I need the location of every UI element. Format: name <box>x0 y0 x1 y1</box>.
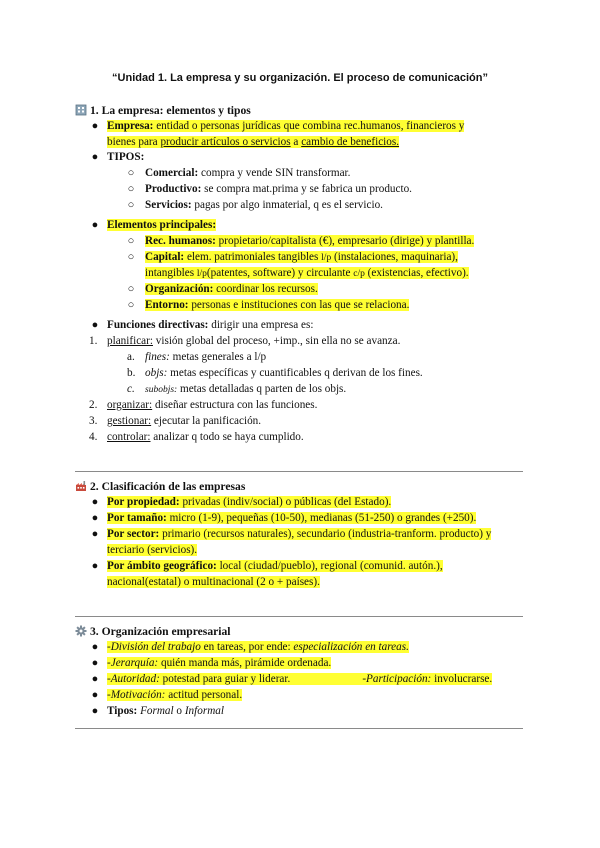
funciones-label: Funciones directivas: <box>107 319 209 331</box>
ambito-text-1: local (ciudad/pueblo), regional (comunid. autón.), <box>216 560 443 572</box>
bullet: ● <box>91 560 99 572</box>
organizacion-item <box>145 282 318 297</box>
clasif-text: privadas (indiv/social) o públicas (del Estado). <box>179 496 392 508</box>
circle-bullet: ○ <box>127 283 135 295</box>
sub-label: fines: <box>145 351 170 363</box>
funcion-label: controlar: <box>107 431 151 443</box>
tipo-item <box>145 182 412 197</box>
funcion-label: organizar: <box>107 399 153 411</box>
sub-text: metas específicas y cuantificables q derivan de los fines. <box>167 367 423 379</box>
capital-item-line-2 <box>145 266 469 282</box>
jerarquia-label: -Jerarquía: <box>107 657 159 669</box>
factory-icon <box>75 480 87 492</box>
tipo-text: compra y vende SIN transformar. <box>198 167 351 179</box>
section-2-heading <box>75 479 245 494</box>
tipo-informal: Informal <box>184 705 224 717</box>
jerarquia-item <box>107 656 331 671</box>
list-number: 2. <box>89 399 98 411</box>
rec-humanos-item <box>145 234 474 249</box>
sub-label: subobjs: <box>145 385 178 395</box>
empresa-text-2c: a <box>290 136 302 148</box>
ambito-text-2: nacional(estatal) o multinacional (2 o + países). <box>107 576 320 588</box>
sub-item <box>145 350 266 365</box>
ambito-item <box>107 559 527 575</box>
capital-text-1b: (instalaciones, maquinaria), <box>331 251 458 263</box>
gear-icon <box>75 625 87 637</box>
funcion-text: diseñar estructura con las funciones. <box>152 399 318 411</box>
horizontal-rule <box>75 471 523 472</box>
sub-text: metas detalladas q parten de los objs. <box>177 383 347 395</box>
bullet: ● <box>91 120 99 132</box>
horizontal-rule <box>75 728 523 729</box>
sector-text-1: primario (recursos naturales), secundario (industria-tranform. producto) y <box>159 528 492 540</box>
elementos-label <box>107 218 216 233</box>
building-icon <box>75 104 87 116</box>
clasificacion-item <box>107 495 391 510</box>
org-label: Organización: <box>145 283 214 295</box>
tipo-label: Comercial: <box>145 167 199 179</box>
division-italic: especialización en tareas. <box>293 641 409 653</box>
sector-item-line-2 <box>107 543 197 558</box>
funcion-label: planificar: <box>107 335 153 347</box>
sub-text: metas generales a l/p <box>169 351 267 363</box>
empresa-label: Empresa: <box>107 120 154 132</box>
capital-text-2c: (existencias, efectivo). <box>364 267 469 279</box>
rec-label: Rec. humanos: <box>145 235 216 247</box>
circle-bullet: ○ <box>127 199 135 211</box>
circle-bullet: ○ <box>127 251 135 263</box>
list-number: 3. <box>89 415 98 427</box>
bullet: ● <box>91 219 99 231</box>
horizontal-rule <box>75 616 523 617</box>
tipos-org-label: Tipos: <box>107 705 138 717</box>
entorno-item <box>145 298 409 313</box>
autoridad-text: potestad para guiar y liderar. <box>159 673 291 685</box>
empresa-text-2d: cambio de beneficios. <box>301 136 400 148</box>
funciones-item <box>107 318 313 333</box>
ambito-item-line-2 <box>107 575 320 590</box>
sub-item <box>145 366 423 381</box>
bullet: ● <box>91 512 99 524</box>
capital-text-2a: intangibles <box>145 267 197 279</box>
sub-label: objs: <box>145 367 168 379</box>
jerarquia-text: quién manda más, pirámide ordenada. <box>158 657 332 669</box>
list-letter: c. <box>127 383 135 395</box>
motivacion-item <box>107 688 242 703</box>
section-3-title: 3. Organización empresarial <box>90 625 231 638</box>
clasificacion-item <box>107 511 476 526</box>
list-letter: a. <box>127 351 135 363</box>
org-text: coordinar los recursos. <box>213 283 318 295</box>
participacion-label: -Participación: <box>362 673 432 685</box>
tipo-item <box>145 166 350 181</box>
section-1-title: 1. La empresa: elementos y tipos <box>90 104 251 117</box>
circle-bullet: ○ <box>127 235 135 247</box>
sub-item <box>145 382 346 398</box>
clasif-label: Por tamaño: <box>107 512 167 524</box>
circle-bullet: ○ <box>127 183 135 195</box>
circle-bullet: ○ <box>127 299 135 311</box>
empresa-definition-line-2 <box>107 135 399 150</box>
division-label: -División del trabajo <box>107 641 201 653</box>
bullet: ● <box>91 657 99 669</box>
section-3-heading <box>75 624 231 639</box>
funcion-item <box>107 334 400 349</box>
funcion-item <box>107 414 261 429</box>
funcion-item <box>107 430 304 445</box>
entorno-label: Entorno: <box>145 299 189 311</box>
section-1-heading <box>75 103 251 118</box>
funcion-text: ejecutar la panificación. <box>151 415 262 427</box>
motivacion-label: -Motivación: <box>107 689 166 701</box>
bullet: ● <box>91 673 99 685</box>
autoridad-item <box>107 672 492 687</box>
capital-lp: l/p <box>321 253 332 263</box>
sector-label: Por sector: <box>107 528 160 540</box>
bullet: ● <box>91 151 99 163</box>
funcion-item <box>107 398 317 413</box>
capital-text-2b: (patentes, software) y circulante <box>206 267 354 279</box>
funcion-label: gestionar: <box>107 415 152 427</box>
clasif-label: Por propiedad: <box>107 496 180 508</box>
empresa-text-1: entidad o personas jurídicas que combina rec.humanos, financieros y <box>153 120 465 132</box>
funciones-text: dirigir una empresa es: <box>208 319 314 331</box>
circle-bullet: ○ <box>127 167 135 179</box>
division-text: en tareas, por ende: <box>200 641 294 653</box>
capital-text-1: elem. patrimoniales tangibles <box>184 251 322 263</box>
sector-text-2: terciario (servicios). <box>107 544 198 556</box>
rec-text: propietario/capitalista (€), empresario (dirige) y plantilla. <box>215 235 475 247</box>
capital-item <box>145 250 527 267</box>
bullet: ● <box>91 528 99 540</box>
tipo-formal: Formal <box>140 705 174 717</box>
sector-item <box>107 527 527 543</box>
empresa-text-2a: bienes para <box>107 136 161 148</box>
list-letter: b. <box>127 367 136 379</box>
tipo-item <box>145 198 383 213</box>
tipo-label: Servicios: <box>145 199 192 211</box>
empresa-text-2b: producir artículos o servicios <box>160 136 291 148</box>
motivacion-text: actitud personal. <box>165 689 243 701</box>
bullet: ● <box>91 705 99 717</box>
ambito-label: Por ámbito geográfico: <box>107 560 217 572</box>
capital-label: Capital: <box>145 251 185 263</box>
clasif-text: micro (1-9), pequeñas (10-50), medianas (51-250) o grandes (+250). <box>166 512 477 524</box>
tipos-org-item <box>107 704 224 719</box>
tipos-label: TIPOS: <box>107 151 145 163</box>
list-number: 4. <box>89 431 98 443</box>
section-2-title: 2. Clasificación de las empresas <box>90 480 246 493</box>
bullet: ● <box>91 689 99 701</box>
funcion-text: analizar q todo se haya cumplido. <box>150 431 304 443</box>
capital-lp-2: l/p <box>196 269 207 279</box>
tipo-or: o <box>173 705 185 717</box>
list-number: 1. <box>89 335 98 347</box>
division-item <box>107 640 409 655</box>
bullet: ● <box>91 496 99 508</box>
capital-cp: c/p <box>353 269 365 279</box>
bullet: ● <box>91 319 99 331</box>
participacion-text: involucrarse. <box>431 673 493 685</box>
bullet: ● <box>91 641 99 653</box>
tipo-label: Productivo: <box>145 183 202 195</box>
elementos-label-text: Elementos principales: <box>107 219 217 231</box>
funcion-text: visión global del proceso, +imp., sin ella no se avanza. <box>152 335 401 347</box>
tipo-text: se compra mat.prima y se fabrica un producto. <box>201 183 412 195</box>
document-title: “Unidad 1. La empresa y su organización. El proceso de comunicación” <box>112 72 488 84</box>
tipo-text: pagas por algo inmaterial, q es el servicio. <box>191 199 383 211</box>
entorno-text: personas e instituciones con las que se relaciona. <box>188 299 410 311</box>
autoridad-label: -Autoridad: <box>107 673 160 685</box>
empresa-definition <box>107 119 527 135</box>
